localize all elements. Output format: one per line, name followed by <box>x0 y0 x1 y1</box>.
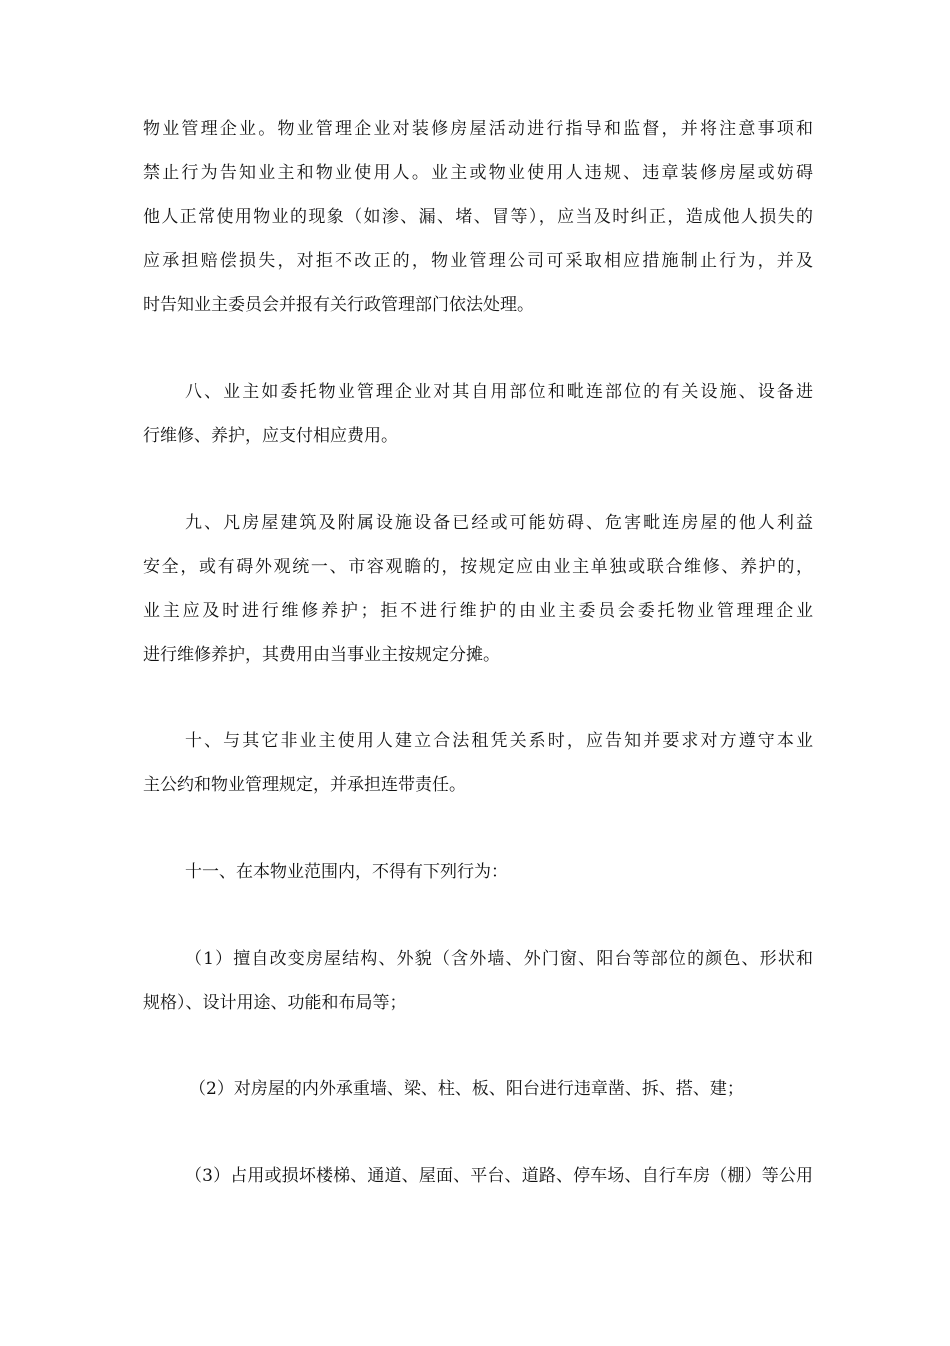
paragraph-line: 进行维修养护，其费用由当事业主按规定分摊。 <box>143 645 500 665</box>
paragraph-line: 业主应及时进行维修养护；拒不进行维护的由业主委员会委托物业管理理企业 <box>143 601 813 621</box>
paragraph-line: 八、业主如委托物业管理企业对其自用部位和毗连部位的有关设施、设备进 <box>185 382 813 402</box>
paragraph-line: 应承担赔偿损失，对拒不改正的，物业管理公司可采取相应措施制止行为，并及 <box>143 251 813 271</box>
paragraph-line: 物业管理企业。物业管理企业对装修房屋活动进行指导和监督，并将注意事项和 <box>143 119 813 139</box>
paragraph-line: 禁止行为告知业主和物业使用人。业主或物业使用人违规、违章装修房屋或妨碍 <box>143 163 813 183</box>
paragraph-line: 他人正常使用物业的现象（如渗、漏、堵、冒等），应当及时纠正，造成他人损失的 <box>143 207 813 227</box>
paragraph-line: 行维修、养护，应支付相应费用。 <box>143 426 398 446</box>
paragraph-line: 九、凡房屋建筑及附属设施设备已经或可能妨碍、危害毗连房屋的他人利益 <box>185 513 813 533</box>
paragraph-line: （3）占用或损坏楼梯、通道、屋面、平台、道路、停车场、自行车房（棚）等公用 <box>185 1166 813 1186</box>
paragraph-line: 十、与其它非业主使用人建立合法租凭关系时，应告知并要求对方遵守本业 <box>185 731 813 751</box>
paragraph-line: 规格）、设计用途、功能和布局等； <box>143 993 407 1013</box>
paragraph-line: （2）对房屋的内外承重墙、梁、柱、板、阳台进行违章凿、拆、搭、建； <box>189 1079 744 1099</box>
paragraph-line: （1）擅自改变房屋结构、外貌（含外墙、外门窗、阳台等部位的颜色、形状和 <box>185 949 813 969</box>
paragraph-line: 十一、在本物业范围内，不得有下列行为： <box>185 862 508 882</box>
paragraph-line: 时告知业主委员会并报有关行政管理部门依法处理。 <box>143 295 534 315</box>
paragraph-line: 安全，或有碍外观统一、市容观瞻的，按规定应由业主单独或联合维修、养护的， <box>143 557 813 577</box>
paragraph-line: 主公约和物业管理规定，并承担连带责任。 <box>143 775 466 795</box>
